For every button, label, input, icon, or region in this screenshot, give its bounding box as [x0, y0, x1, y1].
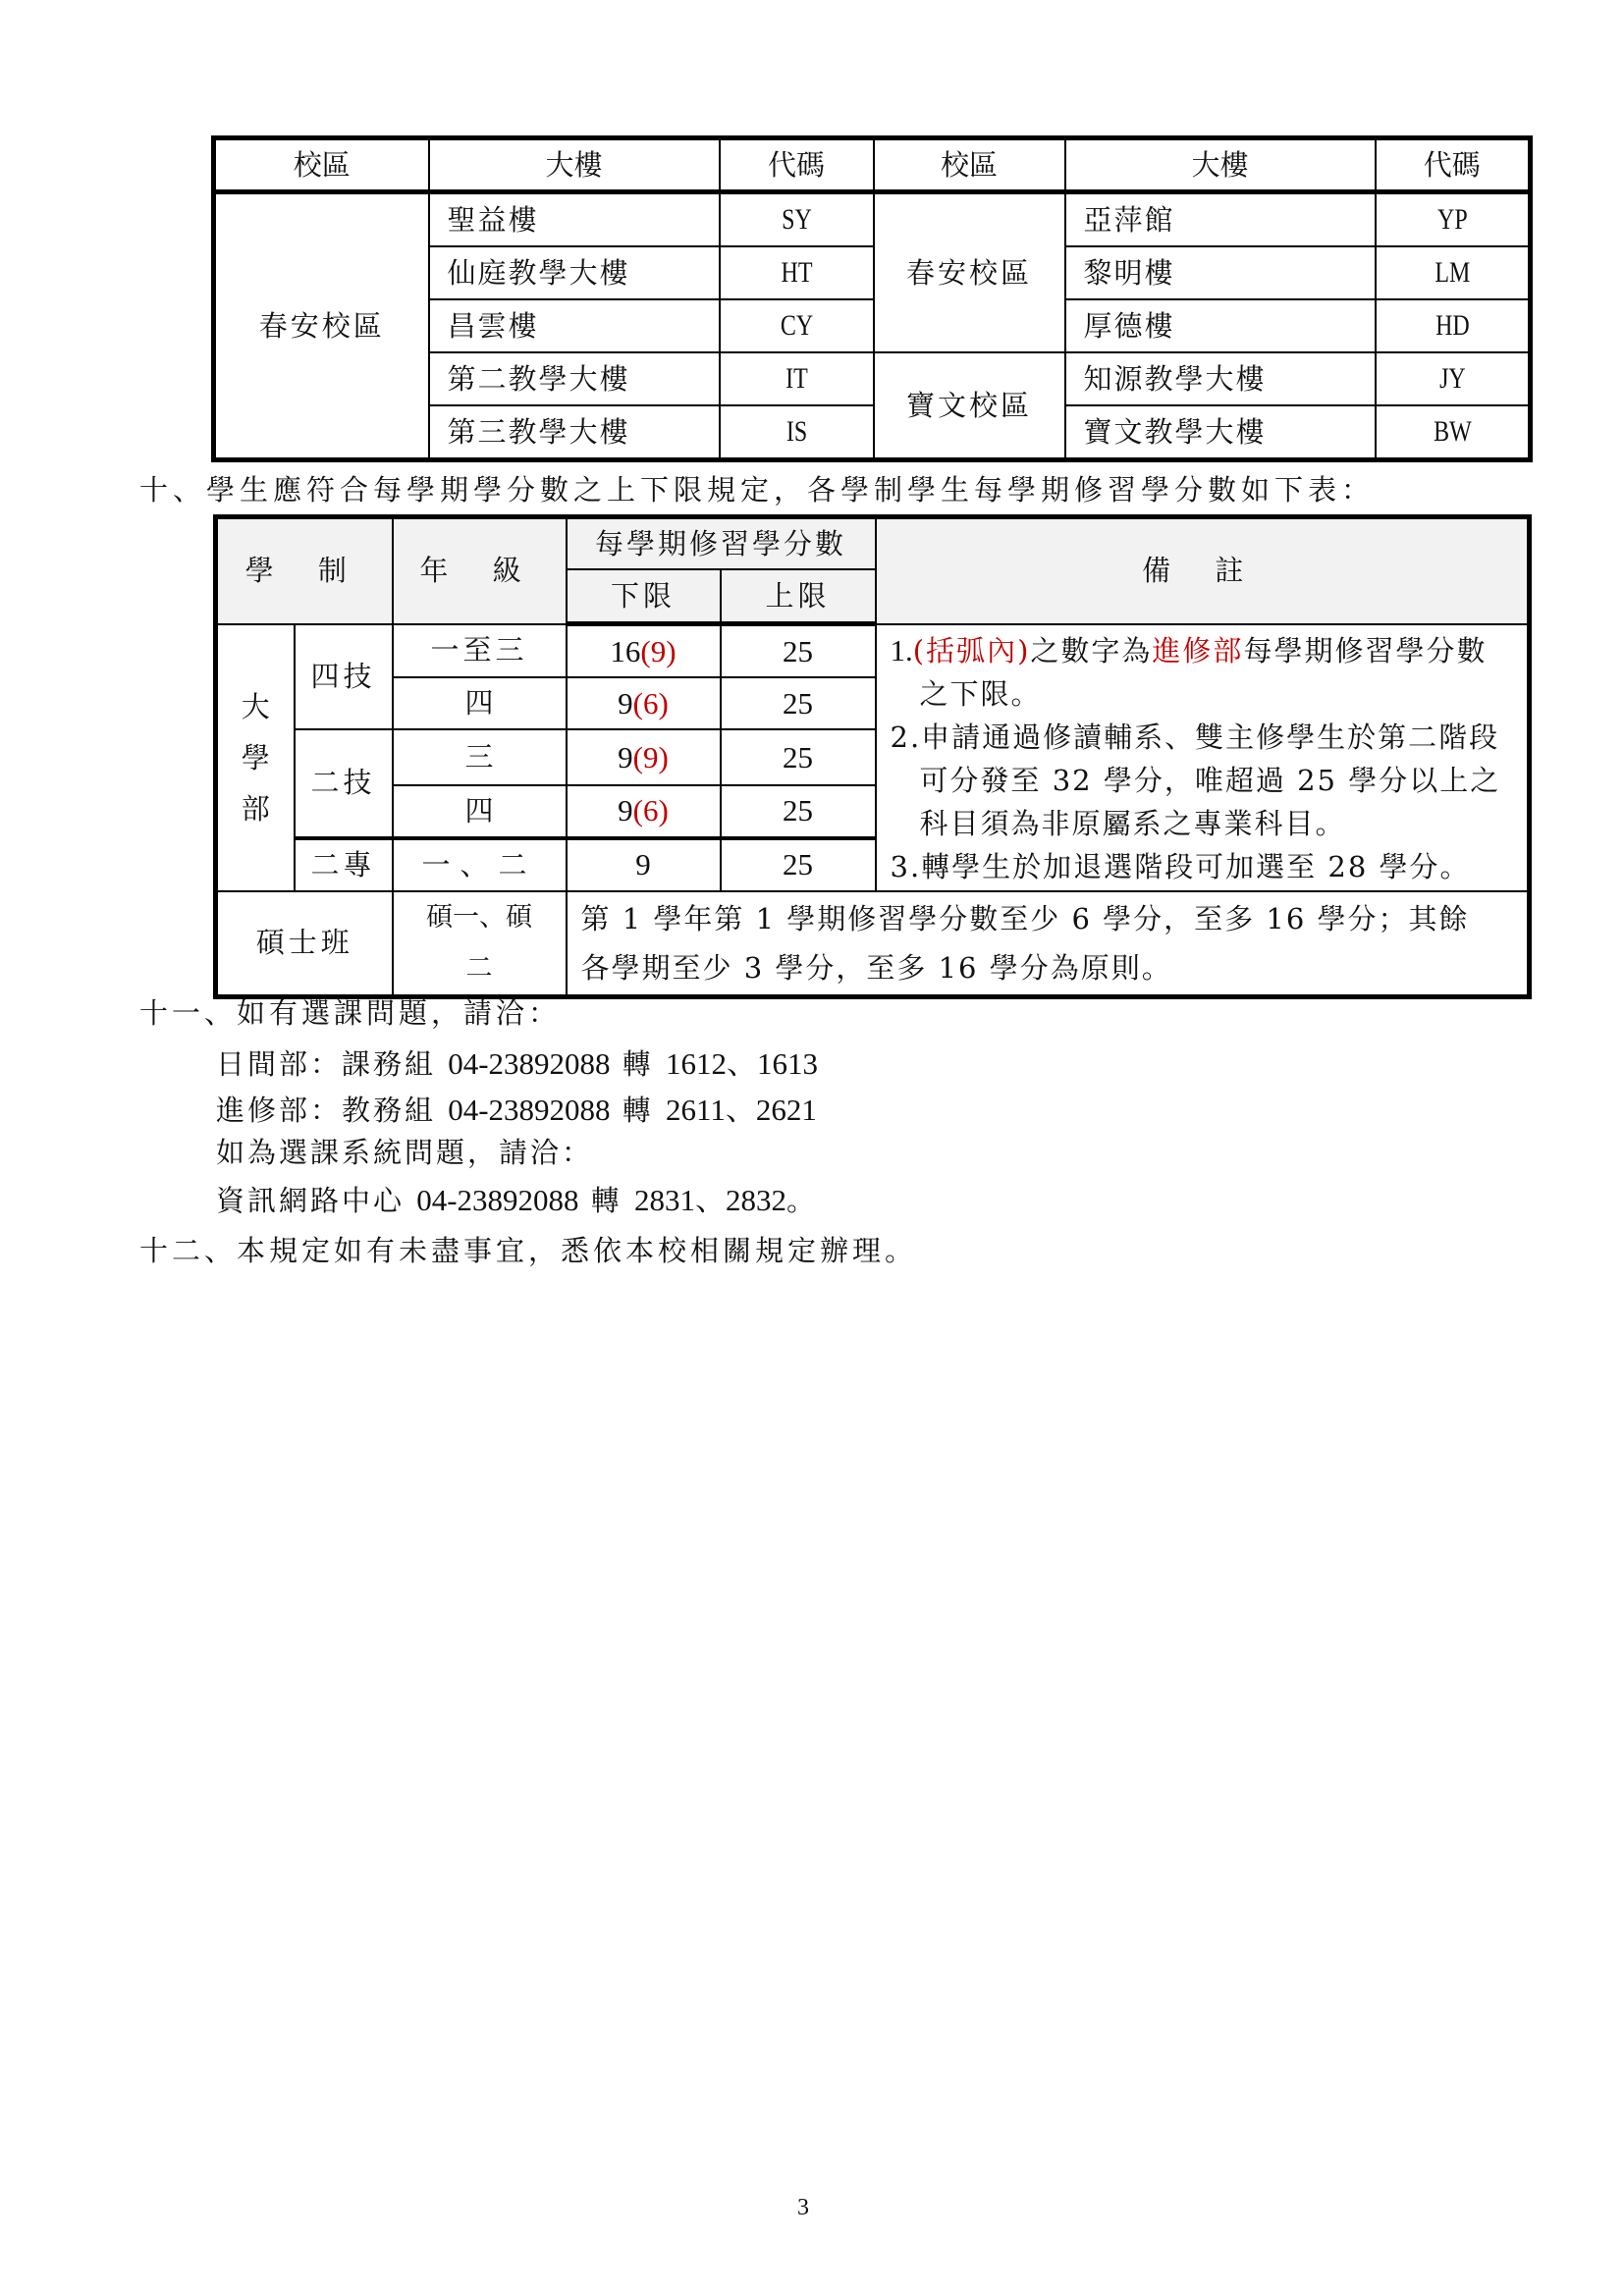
building-cell: 知源教學大樓: [1065, 352, 1376, 405]
table-header-row: [216, 517, 1530, 570]
program-two-year-college: 二專: [295, 838, 393, 891]
lower-limit-cell: 9(9): [567, 729, 721, 785]
building-cell: 黎明樓: [1065, 246, 1376, 299]
table-row: [214, 192, 1531, 247]
building-cell: 聖益樓: [429, 192, 720, 247]
building-cell: 寶文教學大樓: [1065, 405, 1376, 460]
code-cell: SY: [734, 192, 858, 247]
table-row: [216, 624, 1530, 678]
campus-cell: 寶文校區: [874, 352, 1065, 460]
header-upper: 上限: [721, 569, 876, 624]
system-issue-line: 如為選課系統問題，請洽：: [216, 1136, 594, 1169]
campus-cell: 春安校區: [214, 192, 429, 460]
header-grade: 年 級: [393, 517, 567, 624]
lower-limit-cell: 9(6): [567, 785, 721, 838]
building-code-table: [211, 135, 1533, 462]
building-cell: 厚德樓: [1065, 299, 1376, 352]
header-credits: 每學期修習學分數: [567, 517, 876, 570]
header-lower: 下限: [567, 569, 721, 624]
upper-limit-cell: 25: [721, 729, 876, 785]
master-remarks: 第 1 學年第 1 學期修習學分數至少 6 學分，至多 16 學分；其餘 各學期至少 3 學分，至多 16 學分為原則。: [567, 891, 1530, 997]
master-grade: 碩一、碩 二: [393, 891, 567, 997]
remarks-cell: [876, 624, 1530, 891]
lower-limit-cell: 9(6): [567, 677, 721, 729]
header-building: 大樓: [429, 138, 720, 192]
it-center-contact: 資訊網路中心 04-23892088 轉 2831、2832。: [216, 1183, 818, 1217]
grade-cell: 三: [393, 729, 567, 785]
remark-3: 3.轉學生於加退選階段可加選至 28 學分。: [890, 849, 1471, 883]
header-code: 代碼: [1376, 138, 1531, 192]
code-cell: IT: [734, 352, 858, 405]
credit-limit-table: [213, 514, 1532, 999]
code-cell: YP: [1390, 192, 1514, 247]
code-cell: IS: [734, 405, 858, 460]
building-cell: 昌雲樓: [429, 299, 720, 352]
building-cell: 亞萍館: [1065, 192, 1376, 247]
lower-limit-cell: 16(9): [567, 624, 721, 678]
building-cell: 仙庭教學大樓: [429, 246, 720, 299]
code-cell: LM: [1390, 246, 1514, 299]
master-label: 碩士班: [216, 891, 393, 997]
campus-cell: 春安校區: [874, 192, 1065, 353]
table-header-row: [214, 138, 1531, 192]
program-four-year: 四技: [295, 624, 393, 730]
code-cell: CY: [734, 299, 858, 352]
upper-limit-cell: 25: [721, 624, 876, 678]
header-system: 學 制: [216, 517, 393, 624]
remark-1: 1.(括弧內)之數字為進修部每學期修習學分數之下限。: [890, 632, 1488, 711]
grade-cell: 一、二: [393, 838, 567, 891]
code-cell: BW: [1390, 405, 1514, 460]
remark-2: 2.申請通過修讀輔系、雙主修學生於第二階段可分發至 32 學分，唯超過 25 學分以上之科目須為非原屬系之專業科目。: [890, 720, 1501, 840]
program-two-year: 二技: [295, 729, 393, 838]
header-remarks: 備 註: [876, 517, 1530, 624]
night-division-contact: 進修部：教務組 04-23892088 轉 2611、2621: [216, 1093, 817, 1127]
building-cell: 第三教學大樓: [429, 405, 720, 460]
building-cell: 第二教學大樓: [429, 352, 720, 405]
lower-limit-cell: 9: [567, 838, 721, 891]
header-code: 代碼: [720, 138, 874, 192]
university-label: 大 學 部: [216, 624, 295, 891]
code-cell: HT: [734, 246, 858, 299]
header-campus: 校區: [214, 138, 429, 192]
day-division-contact: 日間部：課務組 04-23892088 轉 1612、1613: [216, 1046, 818, 1081]
grade-cell: 四: [393, 677, 567, 729]
upper-limit-cell: 25: [721, 838, 876, 891]
code-cell: JY: [1390, 352, 1514, 405]
upper-limit-cell: 25: [721, 785, 876, 838]
header-campus: 校區: [874, 138, 1065, 192]
grade-cell: 一至三: [393, 624, 567, 678]
table-row: [216, 891, 1530, 997]
upper-limit-cell: 25: [721, 677, 876, 729]
code-cell: HD: [1390, 299, 1514, 352]
section-11-heading: 十一、如有選課問題，請洽：: [139, 996, 562, 1030]
section-12-heading: 十二、本規定如有未盡事宜，悉依本校相關規定辦理。: [139, 1234, 918, 1267]
page-number: 3: [797, 2195, 809, 2220]
grade-cell: 四: [393, 785, 567, 838]
section-10-heading: 十、學生應符合每學期學分數之上下限規定，各學制學生每學期修習學分數如下表：: [139, 473, 1376, 507]
header-building: 大樓: [1065, 138, 1376, 192]
